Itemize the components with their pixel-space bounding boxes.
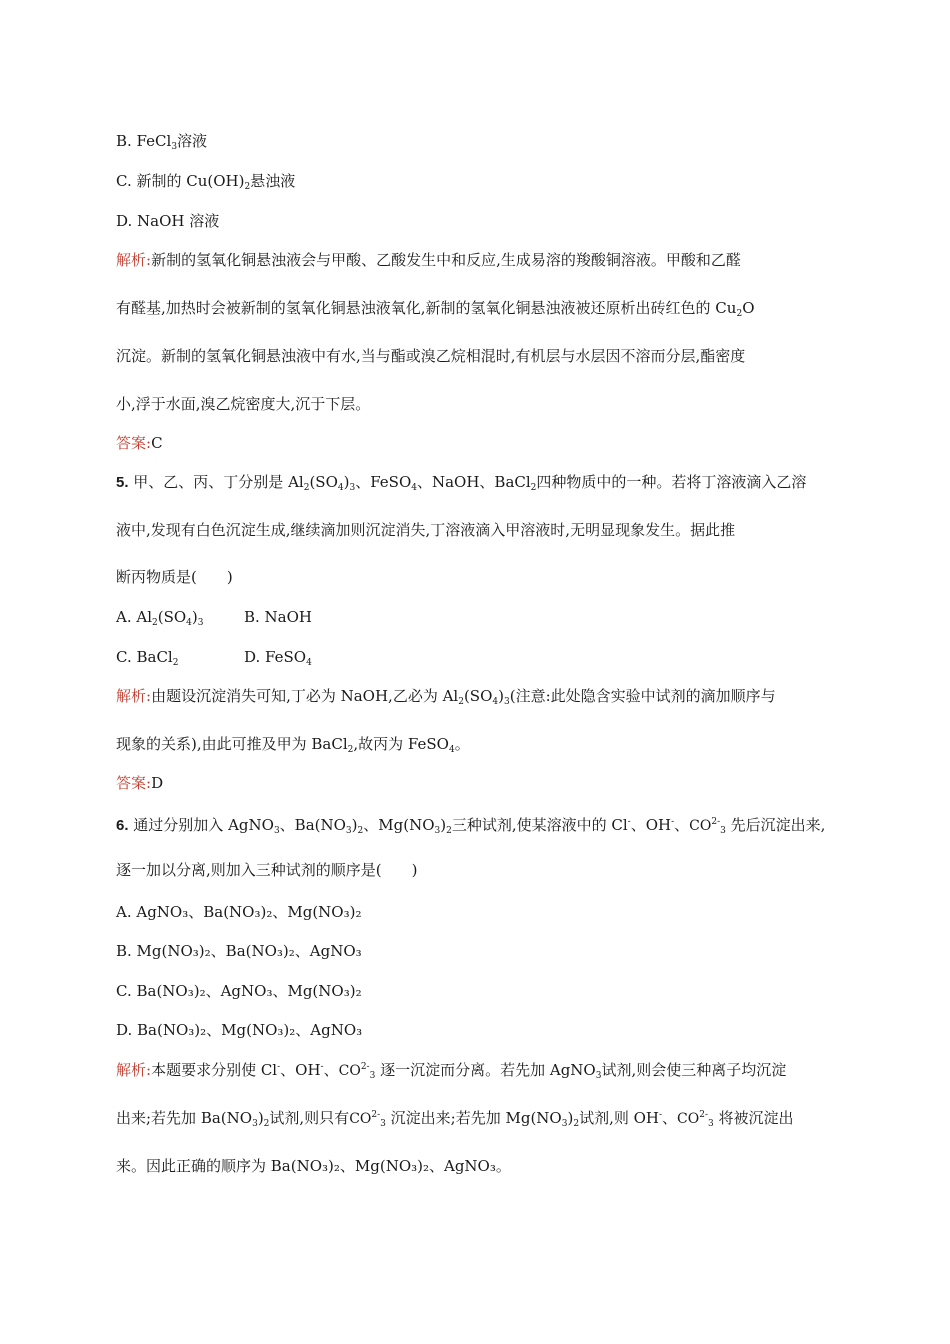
q4-analysis-line-1: 解析:新制的氢氧化铜悬浊液会与甲酸、乙酸发生中和反应,生成易溶的羧酸铜溶液。甲酸和乙醛 [116, 251, 741, 269]
carbonate-ion: $CO^{2-}_3$ [689, 817, 726, 836]
q6-option-b: B. Mg(NO₃)₂、Ba(NO₃)₂、AgNO₃ [116, 942, 362, 960]
carbonate-ion: $CO^{2-}_3$ [338, 1062, 376, 1081]
q4-answer: 答案:C [116, 434, 163, 452]
question-number: 6. [116, 817, 129, 834]
q4-analysis-line-4: 小,浮于水面,溴乙烷密度大,沉于下层。 [116, 395, 371, 413]
q6-stem-line-2: 逐一加以分离,则加入三种试剂的顺序是( ) [116, 861, 418, 879]
analysis-label: 解析: [116, 251, 152, 269]
q4-analysis-line-2: 有醛基,加热时会被新制的氢氧化铜悬浊液氧化,新制的氢氧化铜悬浊液被还原析出砖红色的 $Cu_2O$ [116, 299, 755, 319]
q4-option-c: C. 新制的 $Cu(OH)_2$悬浊液 [116, 172, 296, 192]
q6-stem-line-1: 6. 通过分别加入 AgNO$_3$、$Ba(NO_3)_2$、$Mg(NO_3)_2$三种试剂,使某溶液中的 Cl-、OH-、$CO^{2-}_3$ 先后沉淀出来, [116, 812, 825, 841]
question-number: 5. [116, 474, 129, 491]
q5-analysis-line-2: 现象的关系),由此可推及甲为 BaCl$_2$,故丙为 FeSO$_4$。 [116, 735, 470, 755]
carbonate-ion: $CO^{2-}_3$ [677, 1110, 714, 1129]
q5-option-a: A. $Al_2(SO_4)_3$ [116, 608, 204, 628]
carbonate-ion: $CO^{2-}_3$ [349, 1110, 386, 1129]
q6-analysis-line-2: 出来;若先加 $Ba(NO_3)_2$试剂,则只有$CO^{2-}_3$ 沉淀出来;若先加 $Mg(NO_3)_2$试剂,则 OH-、$CO^{2-}_3$ 将被沉淀出 [116, 1105, 794, 1134]
q5-analysis-line-1: 解析:由题设沉淀消失可知,丁必为 NaOH,乙必为 $Al_2(SO_4)_3$(注意:此处隐含实验中试剂的滴加顺序与 [116, 687, 776, 707]
q6-option-c: C. Ba(NO₃)₂、AgNO₃、Mg(NO₃)₂ [116, 982, 362, 1000]
answer-label: 答案: [116, 434, 152, 452]
analysis-label: 解析: [116, 687, 152, 705]
q6-analysis-line-1: 解析:本题要求分别使 Cl-、OH-、$CO^{2-}_3$ 逐一沉淀而分离。若先加 AgNO$_3$试剂,则会使三种离子均沉淀 [116, 1057, 786, 1086]
analysis-label: 解析: [116, 1061, 152, 1079]
q5-stem-line-3: 断丙物质是( ) [116, 568, 233, 586]
q5-stem-line-2: 液中,发现有白色沉淀生成,继续滴加则沉淀消失,丁溶液滴入甲溶液时,无明显现象发生。据此推 [116, 521, 736, 539]
q5-option-b: B. NaOH [244, 608, 313, 626]
q5-answer: 答案:D [116, 774, 164, 792]
q5-option-c: C. BaCl$_2$ [116, 648, 179, 668]
q5-stem-line-1: 5. 甲、乙、丙、丁分别是 $Al_2(SO_4)_3$、FeSO$_4$、NaOH、BaCl$_2$四种物质中的一种。若将丁溶液滴入乙溶 [116, 473, 807, 493]
q5-option-d: D. FeSO$_4$ [244, 648, 312, 668]
q6-option-a: A. AgNO₃、Ba(NO₃)₂、Mg(NO₃)₂ [116, 903, 362, 921]
answer-label: 答案: [116, 774, 152, 792]
q6-analysis-line-3: 来。因此正确的顺序为 Ba(NO₃)₂、Mg(NO₃)₂、AgNO₃。 [116, 1157, 511, 1175]
q4-option-d: D. NaOH 溶液 [116, 212, 220, 230]
q4-option-b: B. FeCl$_3$溶液 [116, 132, 208, 152]
q4-analysis-line-3: 沉淀。新制的氢氧化铜悬浊液中有水,当与酯或溴乙烷相混时,有机层与水层因不溶而分层,酯密度 [116, 347, 746, 365]
q6-option-d: D. Ba(NO₃)₂、Mg(NO₃)₂、AgNO₃ [116, 1021, 363, 1039]
